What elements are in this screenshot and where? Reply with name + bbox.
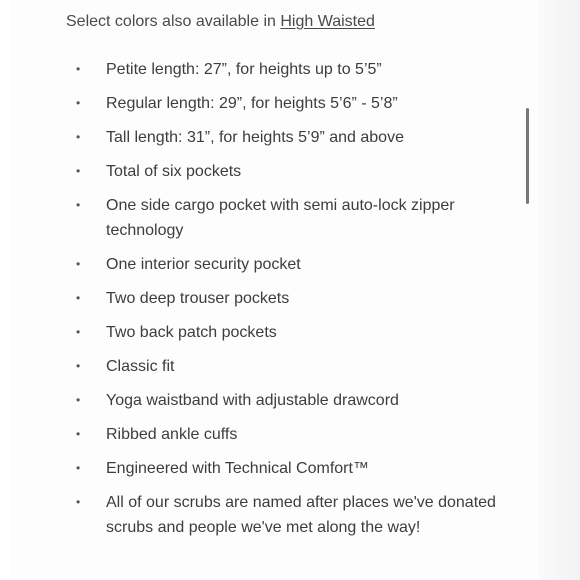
feature-text: Tall length: 31”, for heights 5’9” and above xyxy=(106,129,404,146)
available-colors-text: Select colors also available in xyxy=(66,13,281,30)
bullet-icon: • xyxy=(76,198,81,212)
bullet-icon: • xyxy=(76,164,81,178)
feature-text: Classic fit xyxy=(106,358,175,375)
feature-text: All of our scrubs are named after places we've donated scrubs and people we've met along the way! xyxy=(106,494,496,536)
feature-text: Two back patch pockets xyxy=(106,324,277,341)
feature-text: Petite length: 27”, for heights up to 5’5” xyxy=(106,61,382,78)
side-shade xyxy=(538,0,580,580)
bullet-icon: • xyxy=(76,257,81,271)
bullet-icon: • xyxy=(76,359,81,373)
feature-text: Regular length: 29”, for heights 5’6” - 5’8” xyxy=(106,95,398,112)
feature-text: Yoga waistband with adjustable drawcord xyxy=(106,392,399,409)
bullet-icon: • xyxy=(76,96,81,110)
vertical-scrollbar[interactable] xyxy=(524,100,532,220)
bullet-icon: • xyxy=(76,325,81,339)
bullet-icon: • xyxy=(76,461,81,475)
bullet-icon: • xyxy=(76,62,81,76)
feature-text: Two deep trouser pockets xyxy=(106,290,290,307)
bullet-icon: • xyxy=(76,130,81,144)
feature-text: One interior security pocket xyxy=(106,256,301,273)
feature-text: Total of six pockets xyxy=(106,163,242,180)
bullet-icon: • xyxy=(76,427,81,441)
feature-text: Ribbed ankle cuffs xyxy=(106,426,238,443)
bullet-icon: • xyxy=(76,291,81,305)
high-waisted-link[interactable]: High Waisted xyxy=(280,13,375,30)
scrollbar-thumb[interactable] xyxy=(526,108,529,204)
feature-text: One side cargo pocket with semi auto-lock zipper technology xyxy=(106,197,455,239)
bullet-icon: • xyxy=(76,393,81,407)
available-colors-note xyxy=(66,12,375,32)
bullet-icon: • xyxy=(76,495,81,509)
feature-text: Engineered with Technical Comfort™ xyxy=(106,460,369,477)
